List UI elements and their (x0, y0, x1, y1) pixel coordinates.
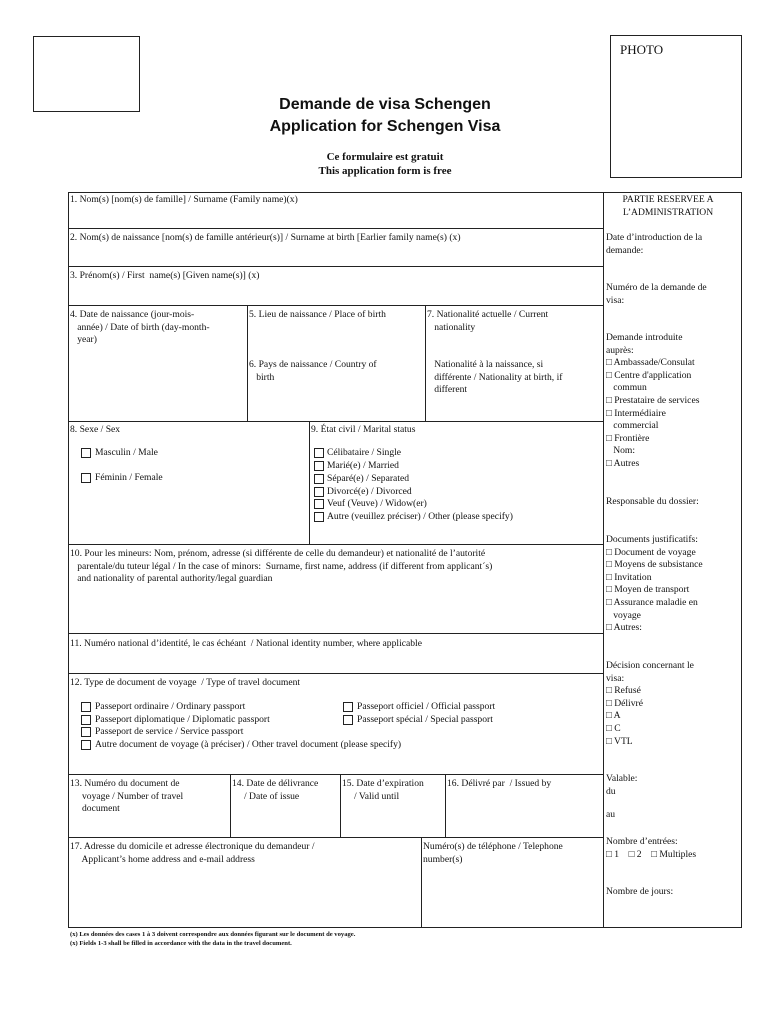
field-valid-until[interactable]: 15. Date d’expiration / Valid until (342, 778, 424, 802)
option-separated: Séparé(e) / Separated (327, 473, 410, 484)
field-surname-at-birth[interactable]: 2. Nom(s) de naissance [nom(s) de famille antérieur(s)] / Surname at birth [Earlier family name(s) (x) (70, 232, 461, 243)
option-official-passport: Passeport officiel / Official passport (357, 701, 496, 712)
photo-label: PHOTO (620, 42, 664, 57)
col-line (421, 837, 422, 928)
admin-file-handler: Responsable du dossier: (606, 496, 699, 507)
field-current-nationality[interactable]: 7. Nationalité actuelle / Current nationality (427, 309, 549, 333)
field-home-address[interactable]: 17. Adresse du domicile et adresse électronique du demandeur / Applicant’s home address and e-mail address (70, 841, 315, 865)
checkbox-official-passport[interactable] (343, 702, 353, 712)
checkbox-diplomatic-passport[interactable] (81, 715, 91, 725)
checkbox-widowed[interactable] (314, 499, 324, 509)
col-line (425, 305, 426, 421)
checkbox-special-passport[interactable] (343, 715, 353, 725)
admin-valid-from: Valable: du (606, 773, 638, 797)
admin-application-number: Numéro de la demande de visa: (606, 282, 707, 306)
field-travel-doc-number[interactable]: 13. Numéro du document de voyage / Number of travel document (70, 778, 184, 815)
checkbox-married[interactable] (314, 461, 324, 471)
checkbox-separated[interactable] (314, 474, 324, 484)
field-marital-status-label: 9. État civil / Marital status (311, 424, 416, 435)
admin-number-of-entries: Nombre d’entrées: □ 1 □ 2 □ Multiples (606, 836, 697, 860)
field-surname[interactable]: 1. Nom(s) [nom(s) de famille] / Surname (Family name)(x) (70, 194, 298, 205)
checkbox-service-passport[interactable] (81, 727, 91, 737)
col-line (309, 421, 310, 544)
option-male: Masculin / Male (95, 447, 158, 458)
row-line (68, 673, 603, 674)
photo-box[interactable] (610, 35, 742, 178)
checkbox-single[interactable] (314, 448, 324, 458)
option-widowed: Veuf (Veuve) / Widow(er) (327, 498, 427, 509)
row-line (68, 421, 603, 422)
option-service-passport: Passeport de service / Service passport (95, 726, 244, 737)
col-line (247, 305, 248, 421)
option-other-travel-doc: Autre document de voyage (à préciser) / Other travel document (please specify) (95, 739, 402, 750)
checkbox-other-travel-doc[interactable] (81, 740, 91, 750)
col-line (340, 774, 341, 837)
title-english: Application for Schengen Visa (269, 118, 501, 135)
option-female: Féminin / Female (95, 472, 163, 483)
option-ordinary-passport: Passeport ordinaire / Ordinary passport (95, 701, 246, 712)
field-sex-label: 8. Sexe / Sex (70, 424, 121, 435)
admin-valid-to: au (606, 809, 616, 820)
field-date-of-birth[interactable]: 4. Date de naissance (jour-mois- année) / Date of birth (day-month- year) (70, 309, 210, 346)
logo-box (33, 36, 140, 112)
free-notice-english: This application form is free (318, 165, 452, 177)
admin-visa-decision: Décision concernant le visa: □ Refusé □ Délivré □ A □ C □ VTL (606, 660, 694, 747)
field-place-of-birth[interactable]: 5. Lieu de naissance / Place of birth (249, 309, 386, 320)
option-divorced: Divorcé(e) / Divorced (327, 486, 412, 497)
row-line (68, 633, 603, 634)
field-national-id[interactable]: 11. Numéro national d’identité, le cas échéant / National identity number, where applicable (70, 638, 422, 649)
field-country-of-birth[interactable]: 6. Pays de naissance / Country of birth (249, 359, 377, 383)
checkbox-divorced[interactable] (314, 487, 324, 497)
admin-number-of-days: Nombre de jours: (606, 886, 674, 897)
footnote-french: (x) Les données des cases 1 à 3 doivent correspondre aux données figurant sur le document de voyage. (70, 931, 356, 938)
free-notice-french: Ce formulaire est gratuit (326, 151, 444, 163)
col-line (445, 774, 446, 837)
row-line (68, 544, 603, 545)
row-line (68, 228, 603, 229)
field-travel-doc-type-label: 12. Type de document de voyage / Type of travel document (70, 677, 301, 688)
title-french: Demande de visa Schengen (279, 96, 491, 113)
checkbox-marital-other[interactable] (314, 512, 324, 522)
field-minors-guardian[interactable]: 10. Pour les mineurs: Nom, prénom, adresse (si différente de celle du demandeur) et nationalité de l’autorité parentale/du tuteur légal / In the case of minors: Surname, first name, address (if different from applicant´s) and nationality of parental authority/legal guardian (70, 548, 493, 585)
admin-supporting-docs: Documents justificatifs: □ Document de voyage □ Moyens de subsistance □ Invitation □ Moyen de transport □ Assurance maladie en voyage □ Autres: (606, 534, 703, 634)
option-marital-other: Autre (veuillez préciser) / Other (please specify) (327, 511, 513, 522)
field-date-of-issue[interactable]: 14. Date de délivrance / Date of issue (232, 778, 319, 802)
admin-divider (603, 192, 604, 928)
option-single: Célibataire / Single (327, 447, 402, 458)
option-special-passport: Passeport spécial / Special passport (357, 714, 493, 725)
row-line (68, 837, 603, 838)
admin-heading: PARTIE RESERVEE A L’ADMINISTRATION (622, 194, 714, 218)
field-first-names[interactable]: 3. Prénom(s) / First name(s) [Given name(s)] (x) (70, 270, 260, 281)
field-issued-by[interactable]: 16. Délivré par / Issued by (447, 778, 552, 789)
admin-date-intro: Date d’introduction de la demande: (606, 232, 703, 256)
col-line (230, 774, 231, 837)
footnote-english: (x) Fields 1-3 shall be filled in accordance with the data in the travel document. (70, 940, 292, 947)
checkbox-female[interactable] (81, 473, 91, 483)
row-line (68, 305, 603, 306)
field-telephone[interactable]: Numéro(s) de téléphone / Telephone number(s) (423, 841, 563, 865)
checkbox-ordinary-passport[interactable] (81, 702, 91, 712)
checkbox-male[interactable] (81, 448, 91, 458)
row-line (68, 774, 603, 775)
option-married: Marié(e) / Married (327, 460, 399, 471)
row-line (68, 266, 603, 267)
field-nationality-at-birth[interactable]: Nationalité à la naissance, si différente / Nationality at birth, if different (434, 359, 563, 396)
admin-submitted-at: Demande introduite auprès: □ Ambassade/Consulat □ Centre d'application commun □ Prestataire de services □ Intermédiaire commercial □ Frontière Nom: □ Autres (606, 332, 700, 469)
option-diplomatic-passport: Passeport diplomatique / Diplomatic passport (95, 714, 270, 725)
